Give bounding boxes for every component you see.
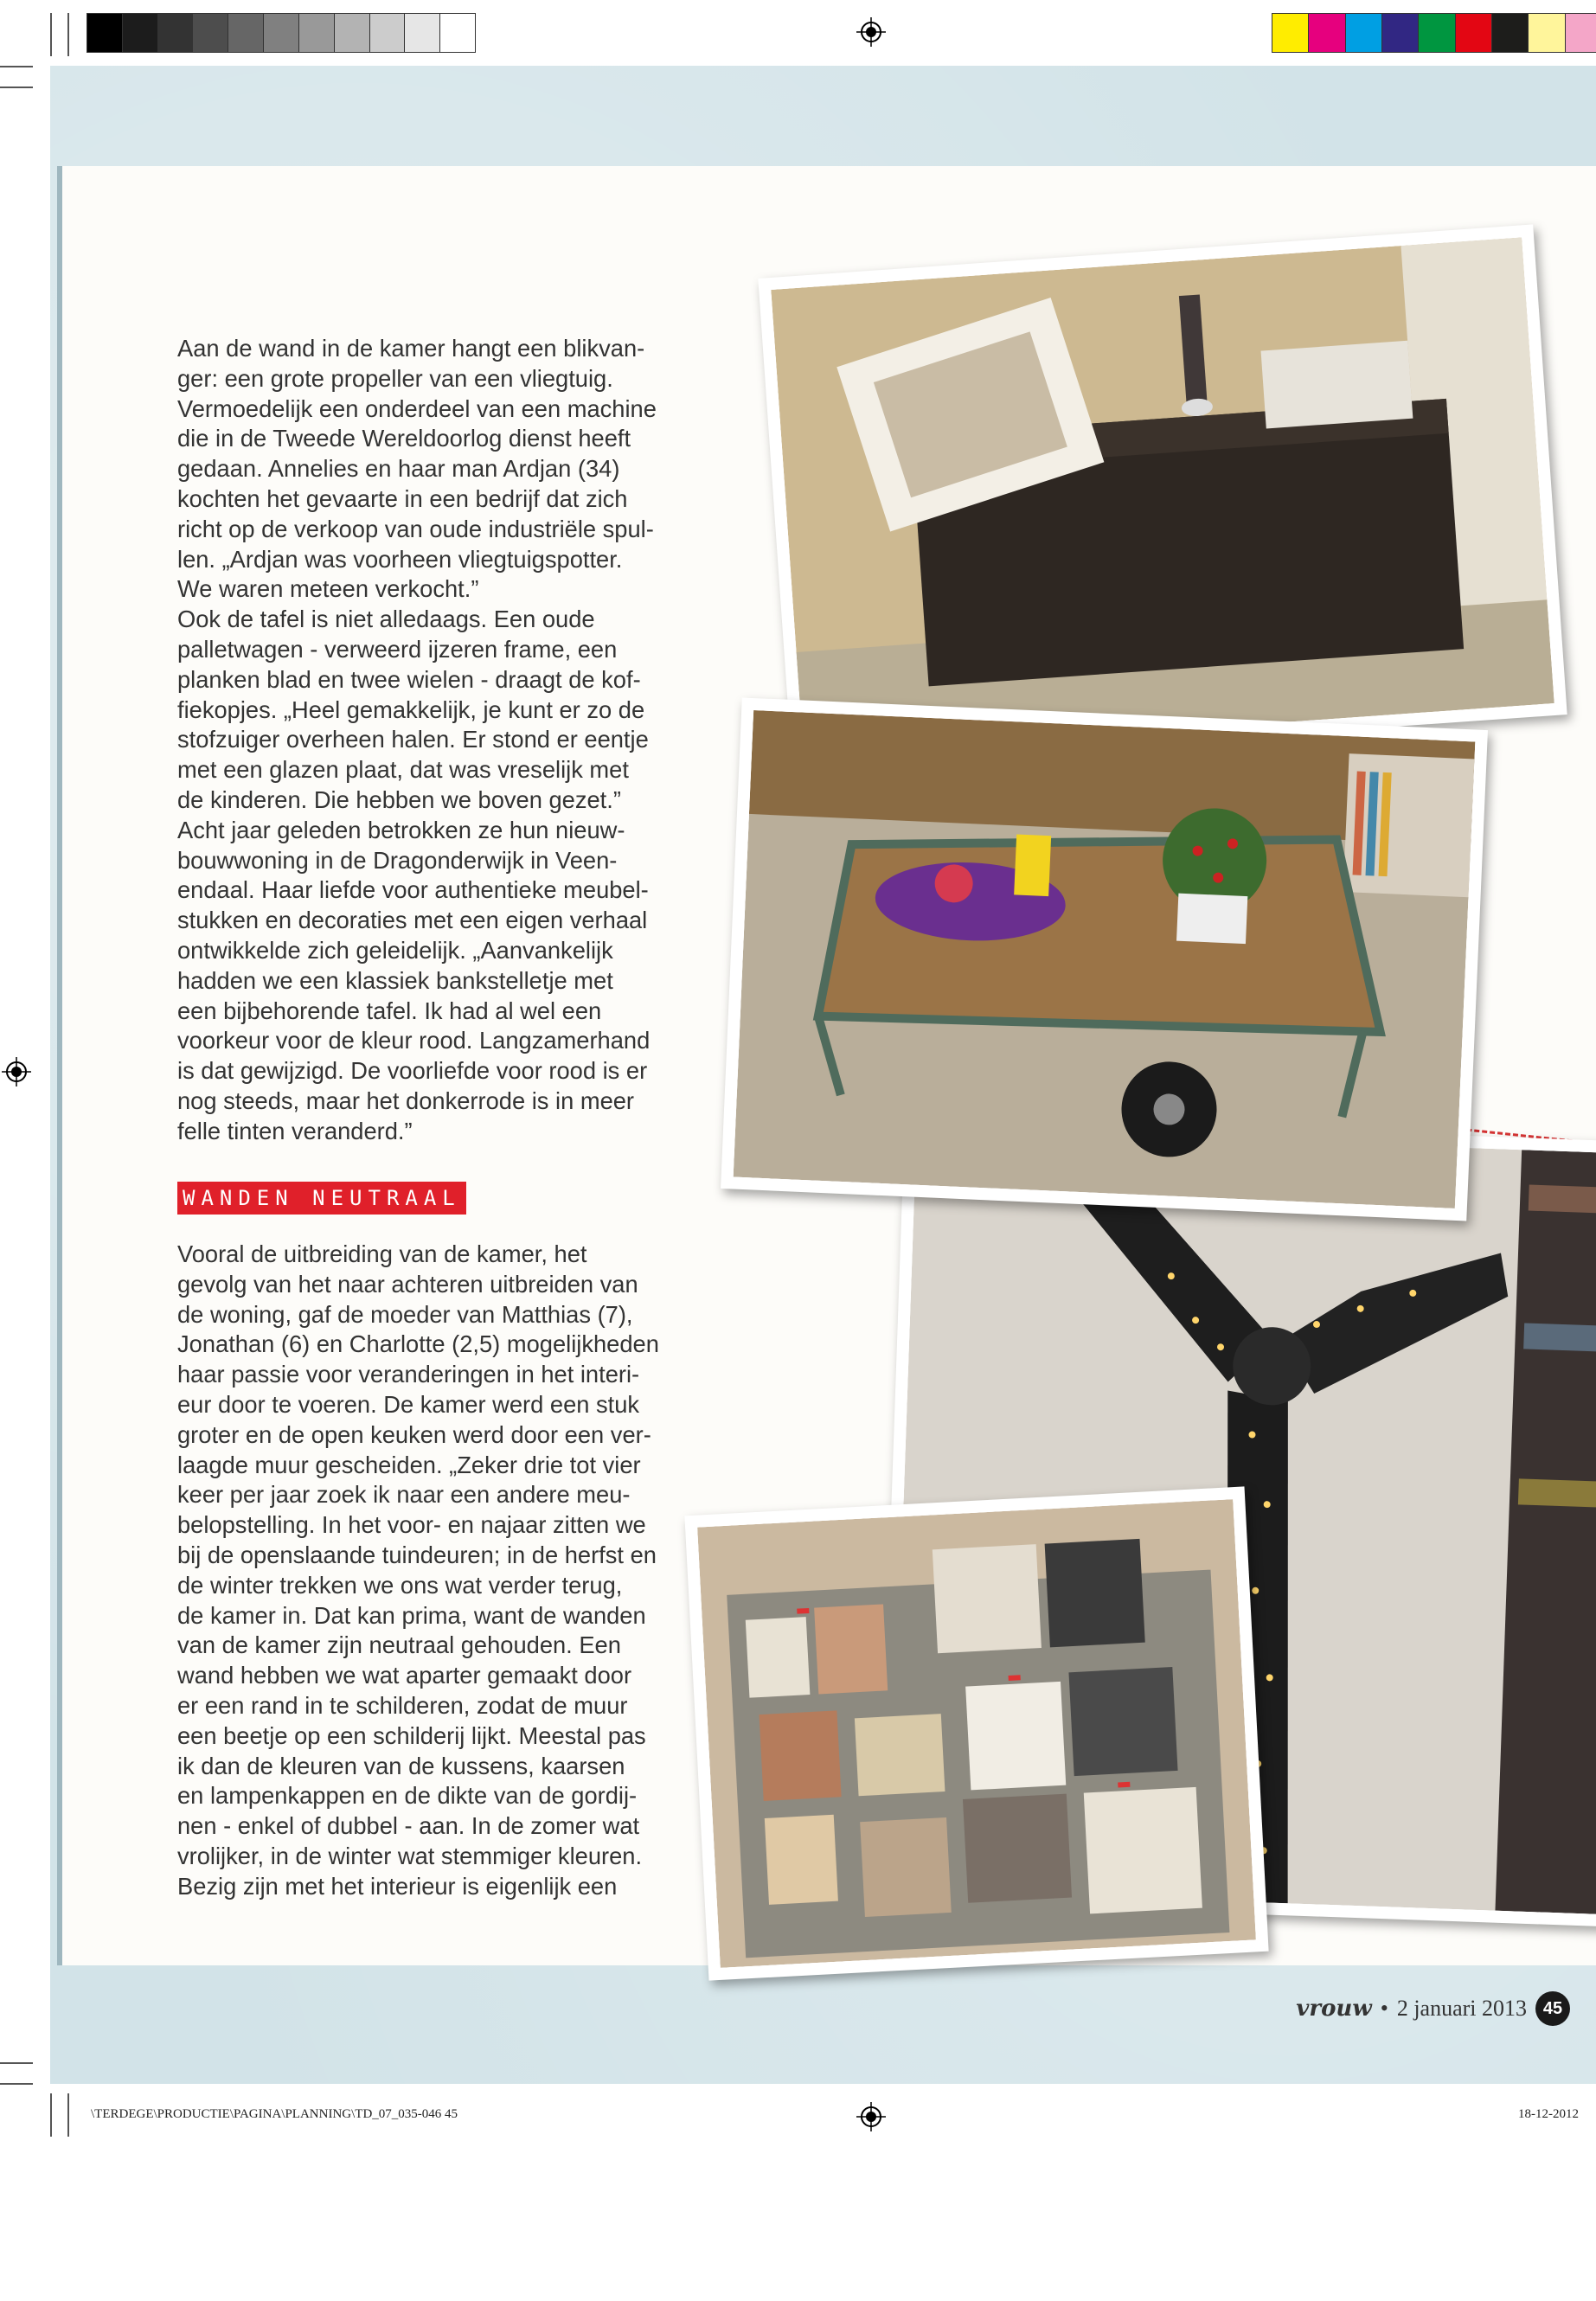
grayscale-swatch bbox=[335, 14, 370, 52]
grayscale-swatch bbox=[228, 14, 264, 52]
photo-collage-board bbox=[684, 1486, 1268, 1980]
grayscale-swatch bbox=[123, 14, 158, 52]
text-line: is dat gewijzigd. De voorliefde voor rood is er bbox=[177, 1057, 648, 1085]
color-swatch bbox=[1272, 14, 1309, 52]
text-line: gevolg van het naar achteren uitbreiden van bbox=[177, 1270, 638, 1298]
text-line: er een rand in te schilderen, zodat de muur bbox=[177, 1691, 628, 1719]
text-line: bouwwoning in de Dragonderwijk in Veen- bbox=[177, 846, 618, 874]
text-line: Aan de wand in de kamer hangt een blikvan- bbox=[177, 335, 645, 362]
text-line: Ook de tafel is niet alledaags. Een oude bbox=[177, 606, 595, 633]
text-line: de kamer in. Dat kan prima, want de wanden bbox=[177, 1601, 646, 1629]
text-line: hadden we een klassiek bankstelletje met bbox=[177, 966, 613, 994]
text-line: een bijbehorende tafel. Ik had al wel een bbox=[177, 997, 602, 1024]
grayscale-swatch bbox=[440, 14, 475, 52]
text-line: len. „Ardjan was voorheen vliegtuigspotter. bbox=[177, 545, 623, 573]
grayscale-swatch bbox=[299, 14, 335, 52]
print-slug-path: \TERDEGE\PRODUCTIE\PAGINA\PLANNING\TD_07_035-046 45 bbox=[91, 2107, 458, 2121]
color-swatch bbox=[1309, 14, 1345, 52]
text-line: Vermoedelijk een onderdeel van een machine bbox=[177, 394, 657, 422]
text-line: stukken en decoraties met een eigen verhaal bbox=[177, 907, 648, 934]
color-calibration-bar bbox=[1272, 13, 1596, 53]
crop-mark bbox=[0, 87, 33, 88]
registration-mark-icon bbox=[856, 17, 886, 47]
text-line: Acht jaar geleden betrokken ze hun nieuw- bbox=[177, 816, 625, 843]
text-line: een beetje op een schilderij lijkt. Meestal pas bbox=[177, 1721, 646, 1749]
page-footer bbox=[1296, 1991, 1570, 2026]
text-line: kochten het gevaarte in een bedrijf dat zich bbox=[177, 484, 628, 512]
photo-wooden-chest bbox=[758, 224, 1567, 768]
article-column-1 bbox=[177, 334, 662, 1147]
text-line: endaal. Haar liefde voor authentieke meubel- bbox=[177, 876, 649, 904]
text-line: Jonathan (6) en Charlotte (2,5) mogelijkheden bbox=[177, 1330, 659, 1358]
color-swatch bbox=[1492, 14, 1529, 52]
text-line: en lampenkappen en de dikte van de gordij- bbox=[177, 1782, 638, 1810]
crop-mark bbox=[67, 2093, 69, 2137]
color-swatch bbox=[1456, 14, 1492, 52]
text-line: keer per jaar zoek ik naar een andere meu- bbox=[177, 1481, 631, 1509]
color-swatch bbox=[1346, 14, 1382, 52]
section-heading: WANDEN NEUTRAAL bbox=[177, 1182, 466, 1215]
text-line: nen - enkel of dubbel - aan. In de zomer wat bbox=[177, 1812, 640, 1840]
text-line: de winter trekken we ons wat verder terug, bbox=[177, 1571, 623, 1599]
text-line: de woning, gaf de moeder van Matthias (7), bbox=[177, 1300, 633, 1328]
registration-mark-icon bbox=[2, 1057, 31, 1086]
text-line: richt op de verkoop van oude industriële spul- bbox=[177, 515, 654, 542]
text-line: ontwikkelde zich geleidelijk. „Aanvankelijk bbox=[177, 936, 613, 964]
text-line: met een glazen plaat, dat was vreselijk met bbox=[177, 756, 629, 784]
print-slug-date: 18-12-2012 bbox=[1518, 2107, 1579, 2121]
grayscale-swatch bbox=[370, 14, 406, 52]
crop-mark bbox=[50, 13, 52, 56]
text-line: haar passie voor veranderingen in het interi- bbox=[177, 1361, 640, 1388]
magazine-brand: vrouw bbox=[1296, 1996, 1372, 2022]
article-column-2 bbox=[177, 1240, 662, 1902]
text-line: wand hebben we wat aparter gemaakt door bbox=[177, 1662, 632, 1689]
crop-mark bbox=[0, 66, 33, 67]
grayscale-swatch bbox=[87, 14, 123, 52]
color-swatch bbox=[1529, 14, 1565, 52]
text-line: felle tinten veranderd.” bbox=[177, 1117, 413, 1144]
text-line: groter en de open keuken werd door een ver- bbox=[177, 1420, 651, 1448]
page-number: 45 bbox=[1535, 1991, 1570, 2026]
crop-mark bbox=[50, 2093, 52, 2137]
grayscale-swatch bbox=[193, 14, 228, 52]
grayscale-swatch bbox=[264, 14, 299, 52]
text-line: bij de openslaande tuindeuren; in de herfst en bbox=[177, 1541, 657, 1568]
text-line: Vooral de uitbreiding van de kamer, het bbox=[177, 1240, 587, 1267]
text-line: We waren meteen verkocht.” bbox=[177, 575, 479, 603]
text-line: fiekopjes. „Heel gemakkelijk, je kunt er zo de bbox=[177, 695, 645, 723]
color-swatch bbox=[1566, 14, 1596, 52]
text-line: laagde muur gescheiden. „Zeker drie tot vier bbox=[177, 1451, 641, 1478]
registration-mark-icon bbox=[856, 2102, 886, 2131]
photo-coffee-table bbox=[721, 697, 1488, 1221]
text-line: vrolijker, in de winter wat stemmiger kleuren. bbox=[177, 1842, 643, 1869]
text-line: palletwagen - verweerd ijzeren frame, een bbox=[177, 635, 618, 663]
grayscale-calibration-bar bbox=[87, 13, 476, 53]
text-line: Bezig zijn met het interieur is eigenlijk een bbox=[177, 1872, 618, 1900]
color-swatch bbox=[1419, 14, 1455, 52]
text-line: ik dan de kleuren van de kussens, kaarsen bbox=[177, 1752, 625, 1779]
text-line: van de kamer zijn neutraal gehouden. Een bbox=[177, 1631, 621, 1659]
grayscale-swatch bbox=[158, 14, 194, 52]
footer-separator: • bbox=[1380, 1996, 1388, 2021]
issue-date: 2 januari 2013 bbox=[1396, 1996, 1527, 2021]
text-line: ger: een grote propeller van een vliegtuig. bbox=[177, 364, 613, 392]
color-swatch bbox=[1382, 14, 1419, 52]
text-line: eur door te voeren. De kamer werd een stuk bbox=[177, 1390, 640, 1418]
text-line: gedaan. Annelies en haar man Ardjan (34) bbox=[177, 455, 620, 483]
text-line: belopstelling. In het voor- en najaar zitten we bbox=[177, 1511, 646, 1539]
text-line: de kinderen. Die hebben we boven gezet.” bbox=[177, 785, 621, 813]
crop-mark bbox=[0, 2062, 33, 2064]
text-line: nog steeds, maar het donkerrode is in meer bbox=[177, 1086, 635, 1114]
text-line: stofzuiger overheen halen. Er stond er eentje bbox=[177, 726, 649, 753]
text-line: planken blad en twee wielen - draagt de kof- bbox=[177, 665, 641, 693]
grayscale-swatch bbox=[405, 14, 440, 52]
crop-mark bbox=[67, 13, 69, 56]
text-line: die in de Tweede Wereldoorlog dienst heeft bbox=[177, 425, 631, 452]
crop-mark bbox=[0, 2083, 33, 2085]
text-line: voorkeur voor de kleur rood. Langzamerhand bbox=[177, 1027, 651, 1054]
